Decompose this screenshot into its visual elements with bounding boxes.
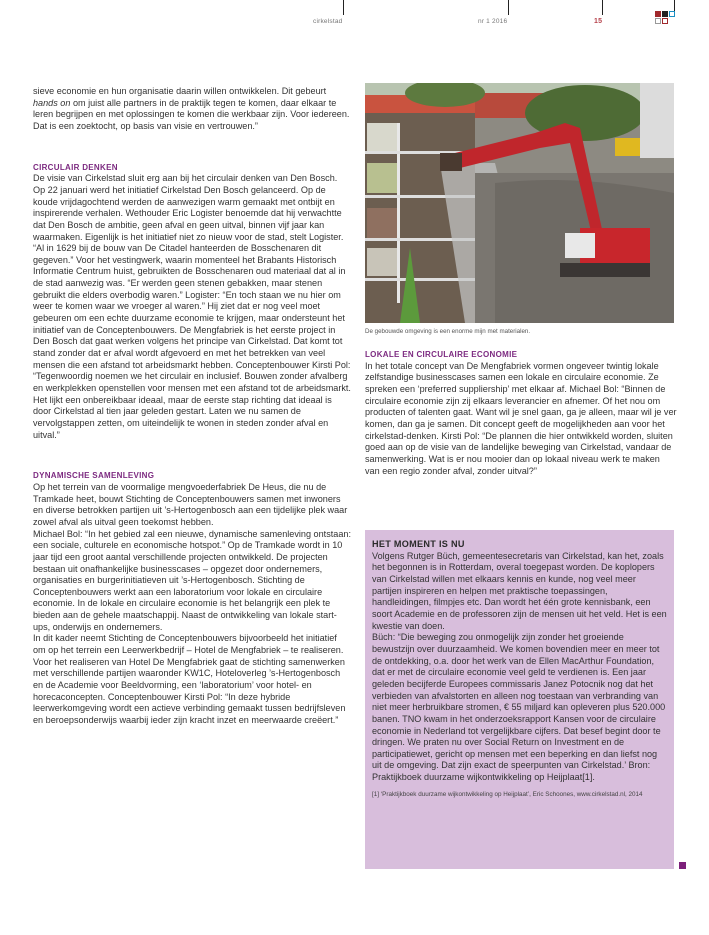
- header-rule: [508, 0, 509, 15]
- body-paragraph: De visie van Cirkelstad sluit erg aan bij het circulair denken van Den Bosch. Op 22 januari werd het initiatief Cirkelstad Den Bosch gelanceerd. Op de koude vrijdagochtend werden de aanwezigen warm gemaakt met ontbijt en inspirerende verhalen. Wethouder Eric Logister benoemde dat hij verwachtte dat Den Bosch de ambitie, geen afval en geen uitval, binnen vijf jaar kan waarmaken. Eigenlijk is het initiatief niet zo nieuw voor de stad, stelt Logister. “Al in 1629 bij de bouw van De Citadel hanteerden de Bosschenaren dit gegeven.” Voor het vestingwerk, waarin momenteel het Brabants Historisch Informatie Centrum huist, gebruikten de Bosschenaren oud materiaal dat al in de stad aanwezig was. “Er werden geen stenen gebakken, maar stenen gebruikt die elders overbodig waren.” Logister: “En toch staan we nu hier om weer te komen waar we vroeger al waren.” Hij ziet dat er nog veel moet gebeuren om een echte duurzame economie te krijgen, maar ondersteunt het initiatief van de Conceptenbouwers. De Mengfabriek is het eerste project in Den Bosch dat gaat werken volgens het principe van Cirkelstad. Dat komt tot stand zonder dat er afval wordt afgevoerd en met het betrekken van veel mensen die een afstand tot arbeidsmarkt hebben. Conceptenbouwer Kirsti Pol: “Tegenwoordig noemen we het circulair en inclusief. Bouwen zonder afvalberg en werkplekken openstellen voor mensen met een afstand tot de arbeidsmarkt. Het lijkt een onbereikbaar ideaal, maar de eerste stap richting dat ideaal is door Cirkelstad al tien jaar geleden gestart. Laten we nu samen de vervolgstappen zetten, om uiteindelijk te wonen in steden zonder afval en uitval.”: [33, 173, 351, 440]
- header-rule: [602, 0, 603, 15]
- box-paragraph: Büch: “Die beweging zou onmogelijk zijn zonder het groeiende bewustzijn over duurzaamheid. We komen bovendien meer en meer tot de ontdekking, o.a. door het werk van de Ellen MacArthur Foundation, dat er met de circulaire economie veel geld te verdienen is. Een jaar geleden becijferde Europees commissaris Janez Potocnik nog dat het verbieden van afvalstorten en alleen nog toestaan van verbranding van niet meer herbruikbare stromen, € 55 miljard kan opleveren plus 520.000 banen. TNO kwam in het onderzoeksrapport Kansen voor de circulaire economie in Nederland tot vergelijkbare cijfers. Dat besef begint door te dringen. We praten nu over Social Return on Investment en de participatiewet, gericht op mensen met een beperking en dan liefst nog uit de omgeving. Dat zijn exact de speerpunten van Cirkelstad.’ Bron: Praktijkboek duurzame wijkontwikkeling op Heijplaat[1].: [372, 632, 666, 783]
- section-heading: CIRCULAIR DENKEN: [33, 162, 118, 172]
- page-number: 15: [594, 18, 603, 25]
- section-heading: DYNAMISCHE SAMENLEVING: [33, 471, 155, 481]
- box-heading: HET MOMENT IS NU: [372, 539, 465, 549]
- demolition-photo: [365, 83, 674, 323]
- body-paragraph: Op het terrein van de voormalige mengvoederfabriek De Heus, die nu de Tramkade heet, bouwt Stichting de Conceptenbouwers samen met inwoners en diverse betrokken partijen uit ’s-Hertogenbosch aan een tijdelijke plek waar zowel afval als uitval geen toekomst hebben.: [33, 481, 348, 527]
- box-paragraph: Volgens Rutger Büch, gemeentesecretaris van Cirkelstad, kan het, zoals het begonnen is in Rotterdam, overal toegepast worden. De koplopers van Cirkelstad willen met elkaars kennis en kunde, nog veel meer partijen inspireren en helpen met praktische toepassingen, handleidingen, filmpjes etc. Dan wordt het één grote kennisbank, een soort Academie en de professoren zijn de mensen uit het veld. Het is een kwestie van doen.: [372, 550, 667, 631]
- intro-paragraph: sieve economie en hun organisatie daarin willen ontwikkelen. Dit gebeurt hands on om juist alle partners in de praktijk tegen te komen, daar elkaar te leren begrijpen en met oplossingen te komen die werkbaar zijn. Voor iedereen. Dat is een zoektocht, op basis van visie en vertrouwen.”: [33, 86, 350, 131]
- end-of-article-square-icon: [679, 862, 686, 869]
- magazine-name: cirkelstad: [313, 18, 343, 25]
- left-column: [33, 86, 351, 727]
- issue-number: nr 1 2016: [478, 18, 508, 25]
- body-paragraph: In dit kader neemt Stichting de Conceptenbouwers bijvoorbeeld het initiatief om op het terrein een Leerwerkbedrijf – Hotel de Mengfabriek – te realiseren. Voor het realiseren van Hotel De Mengfabriek gaat de stichting samenwerken met verschillende partijen waaronder KW1C, Hoteloverleg ’s-Hertogenbosch en de Academie voor Beeldvorming, een ‘laboratorium’ voor hotel- en horecaconcepten. Conceptenbouwer Kirsti Pol: “In deze hybride leerwerkomgeving wordt een actieve verbinding gemaakt tussen bedrijfsleven en beroepsonderwijs waarbij ieder zijn kracht inzet en meerwaarde creëert.”: [33, 633, 346, 726]
- body-paragraph: Michael Bol: “In het gebied zal een nieuwe, dynamische samenleving ontstaan: een sociale, culturele en economische hotspot.” Op de Tramkade wordt in 10 jaar tijd een groot aantal verschillende projecten ontwikkeld. De projecten bestaan uit onafhankelijke businesscases – opgezet door ondernemers, organisaties en burgerinitiatieven uit ’s-Hertogenbosch. Stichting de Conceptenbouwers werkt aan een laboratorium voor lokale en circulaire economie. In de lokale en circulaire economie is het belangrijk een plek te bieden aan de gehele maatschappij. Naast de ontwikkeling van lokale start-ups, onderwijs en ondernemers.: [33, 528, 351, 632]
- photo-caption: De gebouwde omgeving is een enorme mijn met materialen.: [365, 328, 531, 335]
- body-paragraph: In het totale concept van De Mengfabriek vormen ongeveer twintig lokale zelfstandige businesscases samen een lokale en circulaire economie. Ze spreken een ‘preferred suppliership’ met elkaar af. Michael Bol: “Binnen de circulaire economie zijn zij elkaars leverancier en afnemer. Of het nou om producten of talenten gaat. Want wil je snel gaan, ga je alleen, maar wil je ver komen, dan ga je samen. Dit concept geeft de mogelijkheden aan voor het cirkelstad-denken. Kirsti Pol: “De plannen die hier ontwikkeld worden, sluiten goed aan op de visie van de landelijke beweging van Cirkelstad, vandaar de samenwerking. Wat is er nou mooier dan op lokaal niveau werk te maken van een regio zonder afval, zonder uitval?”: [365, 360, 677, 476]
- cirkelstad-logo-icon: [655, 11, 677, 25]
- section-heading: LOKALE EN CIRCULAIRE ECONOMIE: [365, 350, 518, 359]
- footnote: [1] ‘Praktijkboek duurzame wijkontwikkeling op Heijplaat’, Eric Schoones, www.cirkelstad.nl, 2014: [372, 790, 643, 798]
- right-column: [365, 349, 677, 477]
- header-rule: [343, 0, 344, 15]
- sidebar-box: [365, 530, 674, 869]
